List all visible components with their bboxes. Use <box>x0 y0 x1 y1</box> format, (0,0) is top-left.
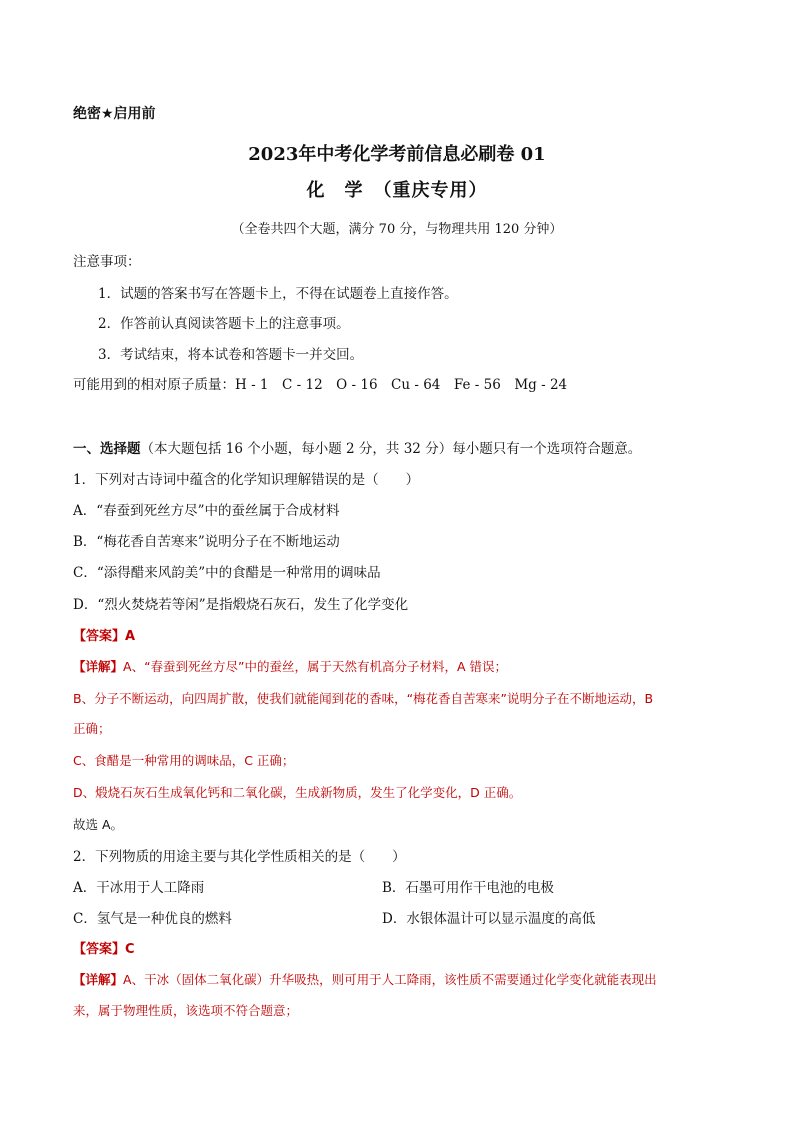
q1-explain-line: B、分子不断运动，向四周扩散，使我们就能闻到花的香味，“梅花香自苦寒来”说明分子在不断地运动，B <box>73 691 654 706</box>
q1-option-b: B．“梅花香自苦寒来”说明分子在不断地运动 <box>73 534 340 550</box>
q1-explain-line: D、煅烧石灰石生成氧化钙和二氧化碳，生成新物质，发生了化学变化，D 正确。 <box>73 785 522 800</box>
section-heading <box>73 437 641 457</box>
q1-explain-line: C、食醋是一种常用的调味品，C 正确； <box>73 753 295 768</box>
explain-tag: 【详解】 <box>73 659 124 674</box>
q1-option-c: C．“添得醋来风韵美”中的食醋是一种常用的调味品 <box>73 565 381 581</box>
section-description: （本大题包括 16 个小题，每小题 2 分，共 32 分）每小题只有一个选项符合题意。 <box>140 441 642 457</box>
atomic-mass-line: 可能用到的相对原子质量：H - 1 C - 12 O - 16 Cu - 64 Fe - 56 Mg - 24 <box>73 377 568 393</box>
confidential-label: 绝密★启用前 <box>73 106 156 122</box>
q2-option-b: B．石墨可用作干电池的电极 <box>382 880 554 896</box>
exam-scope: （全卷共四个大题，满分 70 分，与物理共用 120 分钟） <box>231 222 563 237</box>
q1-conclusion: 故选 A。 <box>73 817 124 832</box>
q1-answer <box>73 625 135 644</box>
question-2-stem: 2．下列物质的用途主要与其化学性质相关的是（ ） <box>73 849 406 865</box>
explain-tag: 【详解】 <box>73 972 124 987</box>
answer-tag: 【答案】 <box>73 629 126 644</box>
note-item: 2．作答前认真阅读答题卡上的注意事项。 <box>98 316 350 332</box>
q1-explain-line <box>73 657 507 675</box>
q1-explain-line: 正确； <box>73 721 111 736</box>
answer-value: A <box>125 629 136 644</box>
notes-title: 注意事项： <box>73 254 141 270</box>
q2-explain-line: 来，属于物理性质，该选项不符合题意； <box>73 1003 299 1018</box>
answer-tag: 【答案】 <box>73 942 126 957</box>
q2-option-c: C．氢气是一种优良的燃料 <box>73 911 232 927</box>
explain-text: A、干冰（固体二氧化碳）升华吸热，则可用于人工降雨，该性质不需要通过化学变化就能表现出 <box>123 972 657 987</box>
q2-answer <box>73 938 135 957</box>
q2-explain-line <box>73 970 657 988</box>
question-1-stem: 1．下列对古诗词中蕴含的化学知识理解错误的是（ ） <box>73 472 420 488</box>
explain-text: A、“春蚕到死丝方尽”中的蚕丝，属于天然有机高分子材料，A 错误； <box>123 659 508 674</box>
q2-option-d: D．水银体温计可以显示温度的高低 <box>382 911 596 927</box>
q2-option-a: A．干冰用于人工降雨 <box>73 880 205 896</box>
note-item: 1．试题的答案书写在答题卡上，不得在试题卷上直接作答。 <box>98 286 458 302</box>
note-item: 3．考试结束，将本试卷和答题卡一并交回。 <box>98 347 364 363</box>
answer-value: C <box>125 942 135 957</box>
section-title: 一、选择题 <box>73 441 141 457</box>
page-title: 2023年中考化学考前信息必刷卷 01 <box>248 144 546 165</box>
q1-option-a: A．“春蚕到死丝方尽”中的蚕丝属于合成材料 <box>73 503 340 519</box>
q1-option-d: D．“烈火焚烧若等闲”是指煅烧石灰石，发生了化学变化 <box>73 597 409 613</box>
page-subtitle: 化 学 （重庆专用） <box>306 180 488 201</box>
